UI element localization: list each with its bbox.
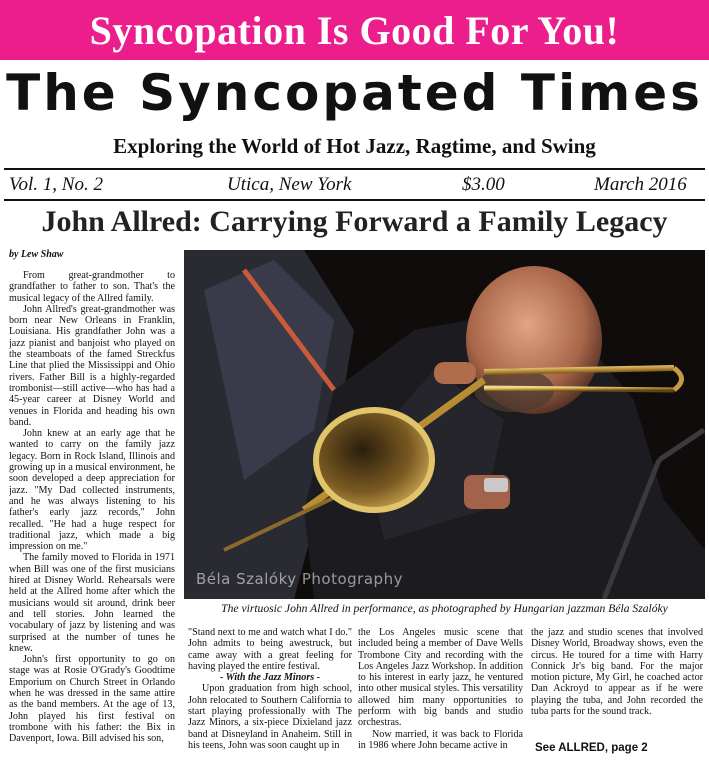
paragraph: John Allred's great-grandmother was born near New Orleans in Franklin, Louisiana. His grandfather John was a jazz pianist and banjoist who played on the steamboats of the famed Streckfus Line that plied the Mississippi and Ohio rivers. Father Bill is a highly-regarded trombonist—still active—who has had a 45-year career at Disney World and venues in Florida and heading his own band. [9, 303, 175, 428]
issue-bar-top-rule [4, 168, 705, 170]
paragraph: The family moved to Florida in 1971 when Bill was one of the first musicians hired at Disney World. Rehearsals were held at the Allred home after which the musicians would sit around, drink beer and tell stories. John learned the vocabulary of jazz by listening and was surprised at the number of tunes he knew. [9, 552, 175, 654]
performer-hand [434, 362, 476, 384]
issue-price: $3.00 [462, 174, 505, 195]
promo-banner [0, 0, 709, 60]
photo-caption: The virtuosic John Allred in performance, as photographed by Hungarian jazzman Béla Szalóky [221, 602, 668, 615]
trombone-slide-upper [484, 368, 674, 372]
trombone-slide-lower [484, 388, 674, 390]
paragraph: "Stand next to me and watch what I do." John admits to being awestruck, but came away with a great feeling for having played the entire festival. [188, 627, 352, 672]
continued-link[interactable]: See ALLRED, page 2 [535, 742, 648, 754]
paragraph: From great-grandmother to grandfather to father to son. That's the musical legacy of the Allred family. [9, 270, 175, 304]
paragraph: the jazz and studio scenes that involved Disney World, Broadway shows, even the circus. He toured for a time with Harry Connick Jr's big band. For the major motion picture, My Girl, he coached actor Dan Ackroyd to appear as if he were playing the tuba, and John recorded the tuba parts for the sound track. [531, 627, 703, 718]
performer-watch [484, 478, 508, 492]
issue-location: Utica, New York [227, 174, 352, 195]
issue-date: March 2016 [594, 174, 687, 195]
section-subhead: - With the Jazz Minors - [219, 672, 321, 684]
article-column-1 [9, 270, 175, 763]
issue-bar-bottom-rule [4, 199, 705, 201]
performance-photo [184, 250, 705, 599]
masthead-title: The Syncopated Times [6, 64, 703, 122]
paragraph: Upon graduation from high school, John relocated to Southern California to start playing professionally with The Jazz Minors, a six-piece Dixieland jazz band at Disneyland in Anaheim. Still in his teens, John was soon caught up in [188, 683, 352, 751]
banner-text: Syncopation Is Good For You! [89, 7, 620, 53]
issue-volume: Vol. 1, No. 2 [9, 174, 103, 195]
paragraph: the Los Angeles music scene that included being a member of Dave Wells Trombone City and recording with the Los Angeles Jazz Workshop. In addition to his interest in early jazz, he ventured into other musical styles. This versatility allowed him many opportunities to perform with big bands and studio orchestras. [358, 627, 523, 729]
article-headline: John Allred: Carrying Forward a Family Legacy [41, 205, 668, 238]
trombone-bell [316, 410, 432, 510]
paragraph: John knew at an early age that he wanted to carry on the family jazz legacy. Born in Rock Island, Illinois and growing up in a musical environment, he soon developed a deep appreciation for jazz. "My Dad collected instruments, and he was always listening to his father's early jazz records," John recalled. "He had a huge respect for traditional jazz, which made a big impression on me." [9, 428, 175, 553]
article-column-2 [188, 627, 352, 763]
masthead-tagline: Exploring the World of Hot Jazz, Ragtime, and Swing [113, 134, 596, 158]
article-byline: by Lew Shaw [9, 249, 64, 260]
trombonist-illustration [184, 250, 705, 599]
article-column-3 [358, 627, 523, 763]
paragraph: Now married, it was back to Florida in 1986 where John became active in [358, 728, 523, 751]
issue-info-bar [0, 172, 709, 198]
photo-credit: Béla Szalóky Photography [196, 570, 403, 588]
paragraph: John's first opportunity to go on stage was at Rosie O'Grady's Goodtime Emporium on Church Street in Orlando when he was dressed in the same attire as the band members. At the age of 13, John played his first festival on trombone with his father: the Bix in Davenport, Iowa. Bill advised his son, [9, 654, 175, 745]
